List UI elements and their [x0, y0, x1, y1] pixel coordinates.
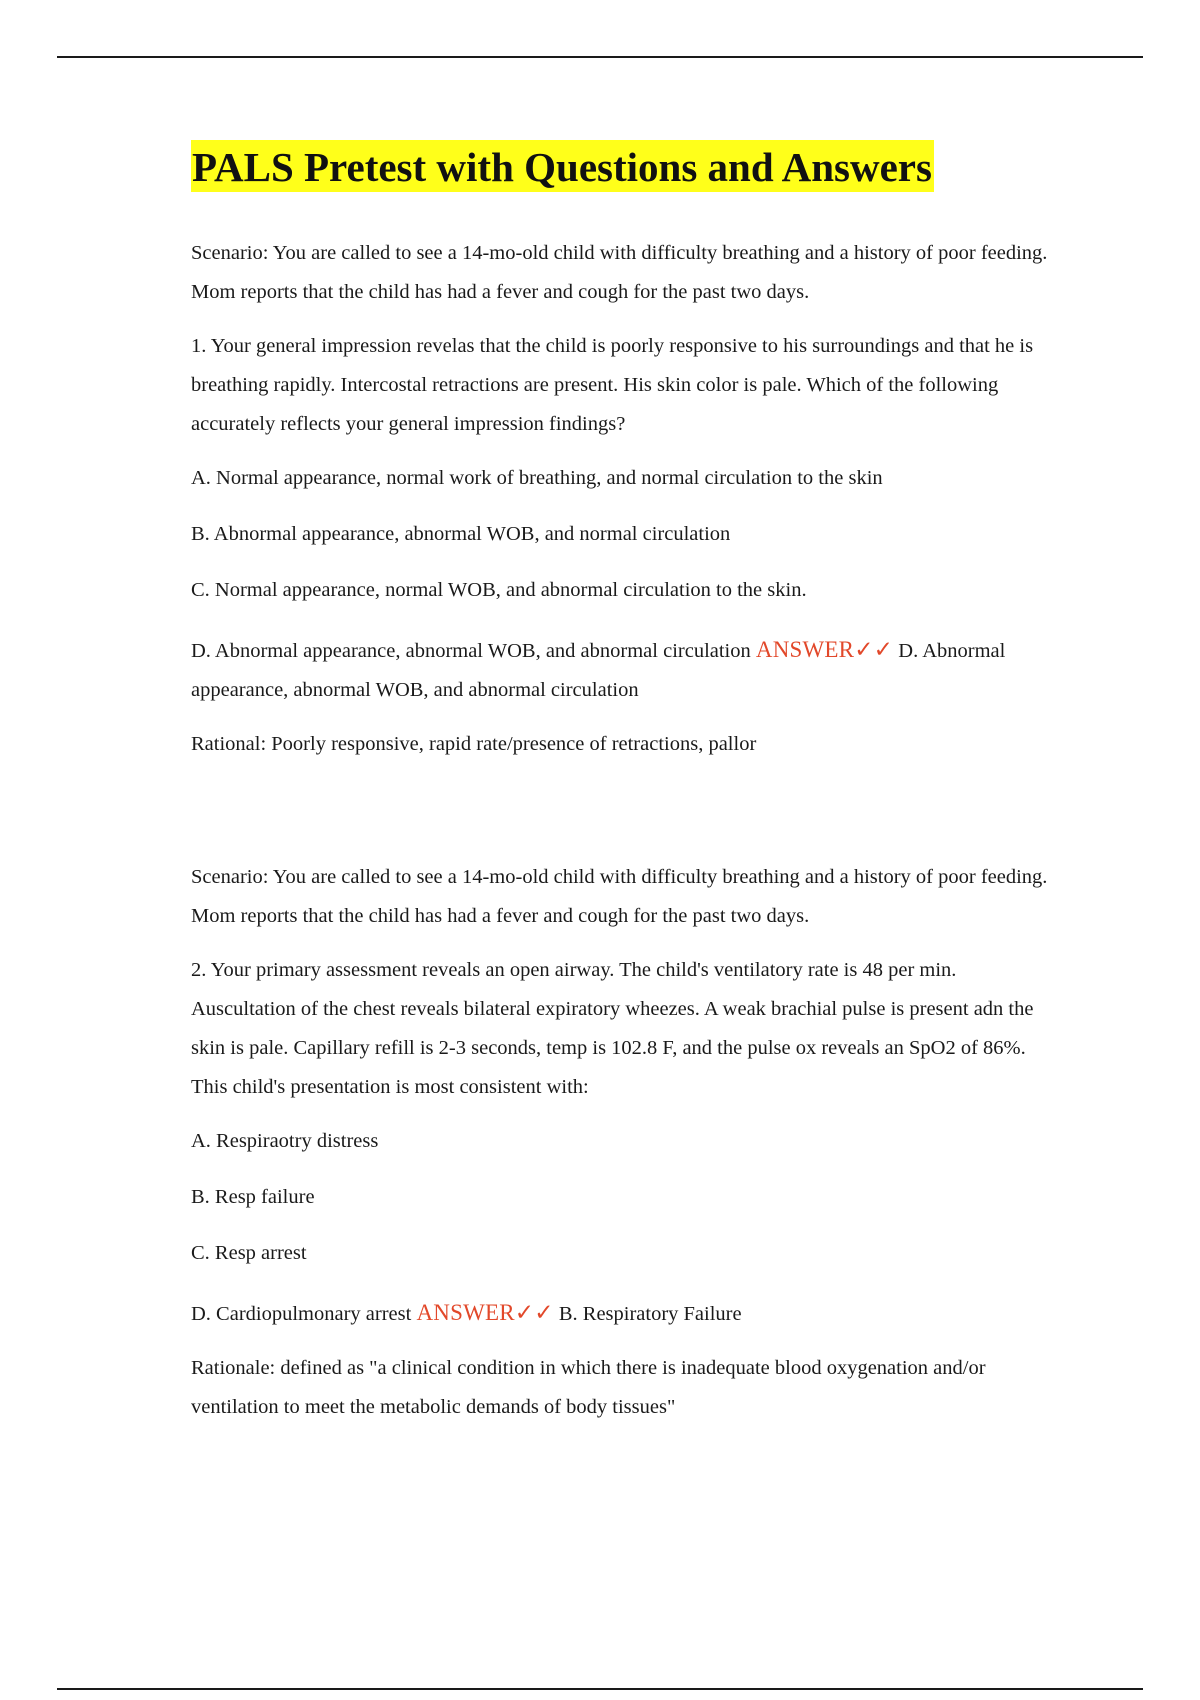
question-2-rationale: Rationale: defined as "a clinical condition in which there is inadequate blood oxygenation and/or ventilation to meet the metabolic demands of body tissues": [191, 1357, 986, 1418]
question-1-scenario: Scenario: You are called to see a 14-mo-old child with difficulty breathing and a history of poor feeding. Mom reports that the child has had a fever and cough for the past two days.: [191, 242, 1048, 303]
question-1-option-c: C. Normal appearance, normal WOB, and abnormal circulation to the skin.: [191, 579, 807, 601]
question-2-option-c: C. Resp arrest: [191, 1242, 307, 1264]
question-2-option-d: D. Cardiopulmonary arrest: [191, 1303, 412, 1325]
question-1-text: 1. Your general impression revelas that the child is poorly responsive to his surroundings and that he is breathing rapidly. Intercostal retractions are present. His skin color is pale. Which of the following accurately reflects your general impression findings?: [191, 335, 1034, 435]
top-rule: [57, 56, 1143, 58]
question-2-option-d-answer: [191, 1293, 1061, 1334]
answer-label: ANSWER✓✓: [416, 1300, 554, 1325]
document-title: PALS Pretest with Questions and Answers: [191, 140, 934, 192]
question-1-option-d-answer: [191, 630, 1061, 710]
document-body: [191, 140, 1061, 1427]
question-2-option-a: A. Respiraotry distress: [191, 1130, 379, 1152]
question-1-option-b: B. Abnormal appearance, abnormal WOB, and normal circulation: [191, 523, 731, 545]
question-1-option-a: A. Normal appearance, normal work of breathing, and normal circulation to the skin: [191, 467, 883, 489]
question-2-answer: B. Respiratory Failure: [558, 1303, 742, 1325]
bottom-rule: [57, 1688, 1143, 1690]
question-2-text: 2. Your primary assessment reveals an open airway. The child's ventilatory rate is 48 per min. Auscultation of the chest reveals bilateral expiratory wheezes. A weak brachial pulse is present adn the skin is pale. Capillary refill is 2-3 seconds, temp is 102.8 F, and the pulse ox reveals an SpO2 of 86%. This child's presentation is most consistent with:: [191, 959, 1034, 1098]
question-2-scenario: Scenario: You are called to see a 14-mo-old child with difficulty breathing and a history of poor feeding. Mom reports that the child has had a fever and cough for the past two days.: [191, 866, 1048, 927]
question-1-option-d: D. Abnormal appearance, abnormal WOB, and abnormal circulation: [191, 640, 751, 662]
answer-label: ANSWER✓✓: [755, 637, 894, 662]
question-2-option-b: B. Resp failure: [191, 1186, 315, 1208]
question-1-rationale: Rational: Poorly responsive, rapid rate/presence of retractions, pallor: [191, 733, 757, 755]
question-1-answer: D. Abnormal appearance, abnormal WOB, and abnormal circulation: [191, 640, 1006, 701]
